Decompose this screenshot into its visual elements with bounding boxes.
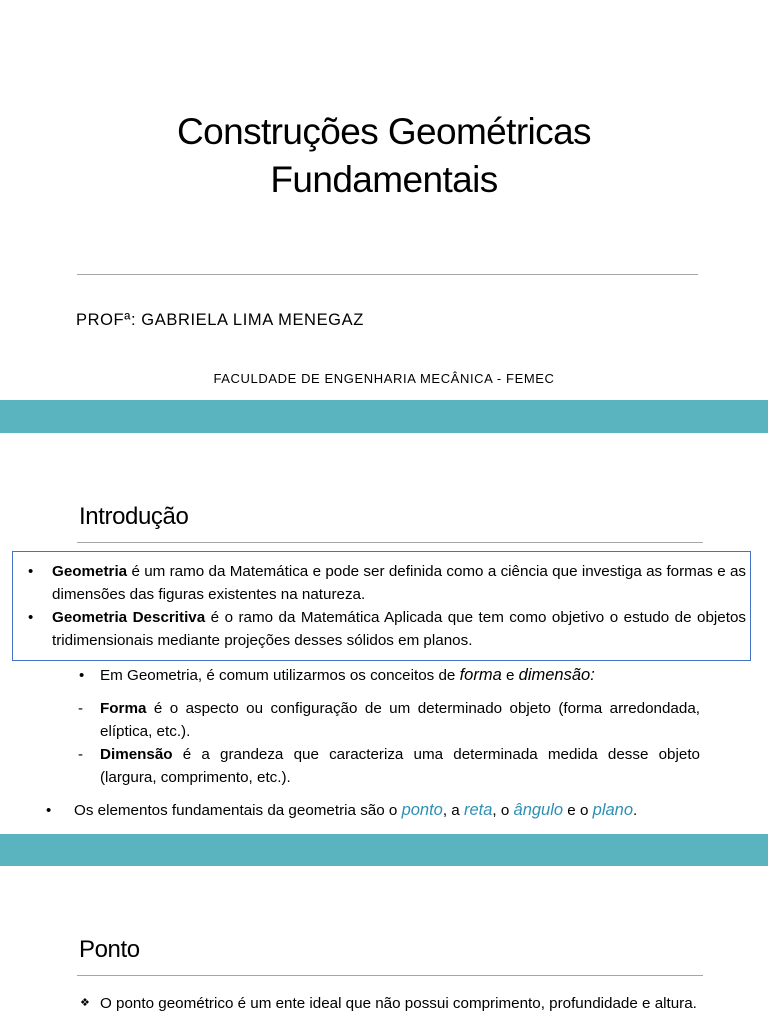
slide-separator-band bbox=[0, 834, 768, 866]
forma-definition: Forma é o aspecto ou configuração de um determinado objeto (forma arredondada, elíptica, etc.). bbox=[100, 700, 700, 740]
definition-geometria-descritiva bbox=[52, 606, 746, 652]
intro-slide bbox=[0, 433, 768, 834]
bullet-icon: • bbox=[46, 802, 52, 819]
ponto-slide bbox=[0, 866, 768, 1024]
definition-geometria bbox=[52, 560, 746, 606]
section-heading: Introdução bbox=[79, 503, 189, 530]
title-line-1: Construções Geométricas bbox=[177, 111, 591, 152]
term-ponto: ponto bbox=[401, 801, 443, 819]
slide-title bbox=[0, 108, 768, 204]
bullet-icon: • bbox=[28, 609, 34, 626]
definition-text: é um ramo da Matemática e pode ser definida como a ciência que investiga as formas e as dimensões das figuras existentes na natureza. bbox=[52, 563, 746, 603]
concepts-line: Em Geometria, é comum utilizarmos os conceitos de forma e dimensão: bbox=[100, 666, 595, 684]
term-geometria: Geometria bbox=[52, 563, 128, 580]
term-reta: reta bbox=[463, 801, 493, 819]
diamond-bullet-icon: ❖ bbox=[80, 997, 90, 1009]
heading-divider bbox=[77, 975, 703, 976]
section-heading: Ponto bbox=[79, 936, 140, 963]
ponto-definition: O ponto geométrico é um ente ideal que não possui comprimento, profundidade e altura. bbox=[100, 995, 697, 1012]
faculty-name: FACULDADE DE ENGENHARIA MECÂNICA - FEMEC bbox=[213, 371, 555, 386]
dash-marker: - bbox=[78, 700, 83, 717]
bullet-icon: • bbox=[28, 563, 34, 580]
author-name: PROFª: GABRIELA LIMA MENEGAZ bbox=[76, 311, 364, 329]
dash-marker: - bbox=[78, 746, 83, 763]
term-dimensao: dimensão: bbox=[518, 666, 595, 684]
title-slide bbox=[0, 0, 768, 400]
slide-separator-band bbox=[0, 400, 768, 433]
term-forma: forma bbox=[459, 666, 502, 684]
bullet-icon: • bbox=[79, 667, 85, 684]
elements-line: Os elementos fundamentais da geometria são o ponto, a reta, o ângulo e o plano. bbox=[74, 801, 638, 819]
dimensao-definition: Dimensão é a grandeza que caracteriza uma determinada medida desse objeto (largura, comprimento, etc.). bbox=[100, 746, 700, 786]
definition-text: é o ramo da Matemática Aplicada que tem como objetivo o estudo de objetos tridimensionais mediante projeções desses sólidos em planos. bbox=[52, 609, 747, 649]
title-line-2: Fundamentais bbox=[270, 159, 498, 200]
title-divider bbox=[77, 274, 698, 275]
term-geometria-descritiva: Geometria Descritiva bbox=[52, 609, 206, 626]
term-angulo: ângulo bbox=[513, 801, 564, 819]
heading-divider bbox=[77, 542, 703, 543]
term-plano: plano bbox=[592, 801, 634, 819]
